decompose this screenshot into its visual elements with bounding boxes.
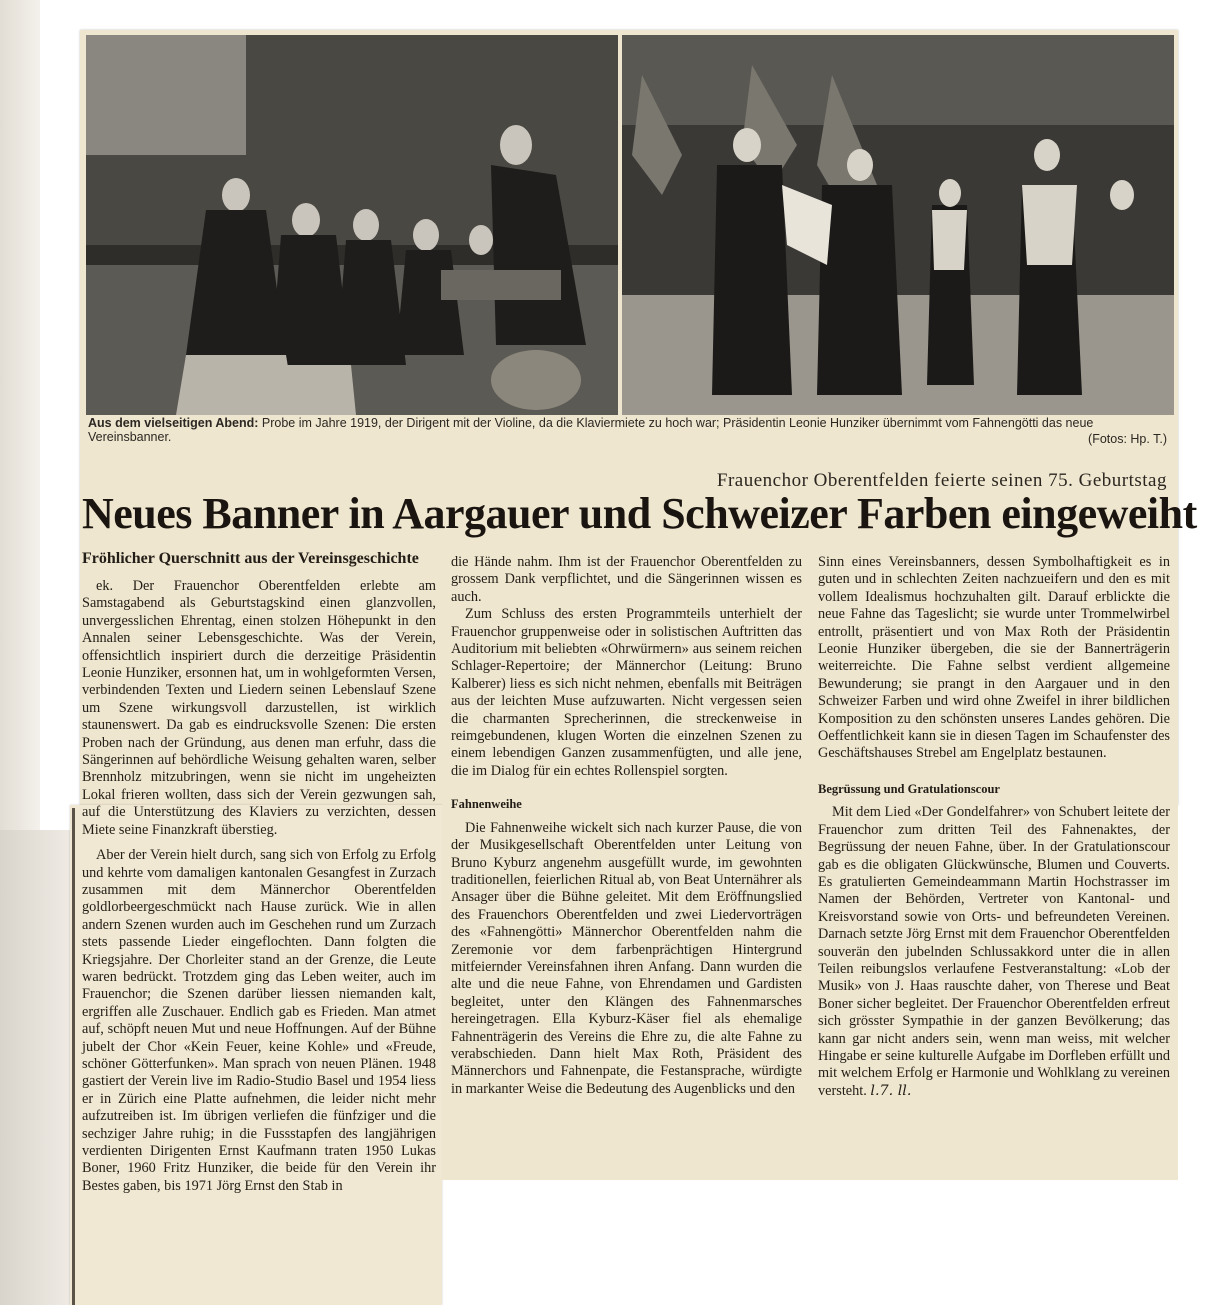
article-headline: Neues Banner in Aargauer und Schweizer Farben eingeweiht	[82, 489, 1197, 538]
photo-caption	[88, 416, 1172, 444]
article-column-1	[82, 550, 436, 1195]
paragraph-text: Mit dem Lied «Der Gondelfahrer» von Schubert leitete der Frauenchor zum dritten Teil des Fahnenaktes, der Begrüssung der neuen Fahne, über. In der Gratulationscour gab es die obligaten Glückwünsche, Blumen und Couverts. Es gratulierten Gemeindeammann Martin Hochstrasser im Namen der Behörden, Vertreter von Kantonal- und Kreisvorstand sowie von Orts- und befreundeten Vereinen. Darnach setzte Jörg Ernst mit dem Frauenchor Oberentfelden souverän den jubelnden Schlussakkord unter die in allen Teilen reibungslos verlaufene Festveranstaltung: «Lob der Musik» von J. Haas rauschte daher, von Therese und Beat Boner sicher begleitet. Der Frauenchor Oberentfelden erfreut sich grösster Sympathie in der ganzen Bevölkerung; das kann gar nicht anders sein, wenn man weiss, mit welcher Hingabe er seine kulturelle Aufgabe im Dorfleben erfüllt und mit welchem Erfolg er Harmonie und Wohlklang zu vereinen versteht.	[818, 804, 1170, 1099]
paragraph	[818, 804, 1170, 1100]
paragraph: Die Fahnenweihe wickelt sich nach kurzer Pause, die von der Musikgesellschaft Oberentfelden unter Leitung von Bruno Kyburz angenehm ausgefüllt wurde, im gewohnten traditionellen, feierlichen Ritual ab, von Beat Unternährer als Ansager über die Bühne geleitet. Mit dem Eröffnungslied des Frauenchors Oberentfelden und zwei Liedervorträgen des «Fahnengötti» Männerchor Oberentfelden nahm die Zeremonie vor dem farbenprächtigen Hintergrund mitfeiernder Vereinsfahnen ihren Anfang. Dann wurden die alte und die neue Fahne, von Ehrendamen und Gardisten begleitet, unter den Klängen des Fahnenmarsches hereingetragen. Ella Kyburz-Käser fiel als ehemalige Fahnenträgerin des Vereins die Ehre zu, die alte Fahne zu verabschieden. Dann hielt Max Roth, Präsident des Männerchors und Fahnenpate, die Festansprache, würdigte in markanter Weise die Bedeutung des Augenblicks und den	[451, 819, 802, 1097]
author-signature: l.7. ll.	[870, 1082, 912, 1099]
paragraph: ek. Der Frauenchor Oberentfelden erlebte am Samstagabend als Geburtstagskind einen glanzvollen, unvergesslichen Ehrentag, einen stolzen Höhepunkt in den Annalen seiner Lebensgeschichte. Was der Verein, offensichtlich inspiriert durch die derzeitige Präsidentin Leonie Hunziker, ersonnen hat, um in wohlgeformten Versen, verbindenden Texten und Liedern seinen Lebenslauf Szene um Szene wirkungsvoll darzustellen, ist wirklich staunenswert. Da gab es eindrucksvolle Szenen: Die ersten Proben nach der Gründung, aus denen man erfuhr, dass die Sängerinnen auf behördliche Weisung gehalten waren, selber Brennholz mitzubringen, wenn sie nicht im ungeheizten Lokal frieren wollten, dass sich der Verein gezwungen sah, auf die Unterstützung des Klaviers zu verzichten, dessen Miete seine Finanzkraft überstieg.	[82, 578, 436, 838]
photo-credit: (Fotos: Hp. T.)	[1088, 432, 1167, 446]
section-heading: Fahnenweihe	[451, 797, 522, 812]
caption-text: Probe im Jahre 1919, der Dirigent mit der Violine, da die Klaviermiete zu hoch war; Präsidentin Leonie Hunziker übernimmt vom Fahnengötti das neue Vereinsbanner.	[88, 416, 1094, 444]
paragraph: Zum Schluss des ersten Programmteils unterhielt der Frauenchor gruppenweise oder in solistischen Auftritten das Auditorium mit beliebten «Ohrwürmern» aus seinem reichen Schlager-Repertoire; der Männerchor (Leitung: Bruno Kalberer) liess es sich nicht nehmen, ebenfalls mit Beiträgen aus der leichten Muse aufzuwarten. Nicht vergessen seien die charmanten Sprecherinnen, die streckenweise in reimgebundenen, klugen Worten die einzelnen Szenen zu einem lebendigen Ganzen zusammenfügten, und alle jene, die im Dialog für ein echtes Rollenspiel sorgten.	[451, 606, 802, 779]
caption-lead: Aus dem vielseitigen Abend:	[88, 416, 259, 430]
paragraph: Sinn eines Vereinsbanners, dessen Symbolhaftigkeit es in guten und in schlechten Zeiten nachzueifern und den es mit vollem Idealismus hochzuhalten gilt. Darauf erblickte die neue Fahne das Tageslicht; sie wurde unter Trommelwirbel entrollt, präsentiert und von Max Roth der Präsidentin Leonie Hunziker übergeben, die sie der Bannerträgerin weiterreichte. Die Fahne selbst verdient allgemeine Bewunderung; sie prangt in den Aargauer und in den Schweizer Farben und wird ohne Zweifel in ihrer bildlichen Komposition zu den schönsten unseres Landes gehören. Die Oeffentlichkeit kann sie in diesen Tagen im Schaufenster des Geschäftshauses Strebel am Engelplatz bestaunen.	[818, 554, 1170, 762]
article-column-2	[451, 554, 802, 1098]
section-heading: Begrüssung und Gratulationscour	[818, 781, 1000, 796]
column-subhead: Fröhlicher Querschnitt aus der Vereinsgeschichte	[82, 550, 419, 567]
article-column-3	[818, 554, 1170, 1100]
paragraph: die Hände nahm. Ihm ist der Frauenchor Oberentfelden zu grossem Dank verpflichtet, und die Sängerinnen wissen es auch.	[451, 554, 802, 605]
clipping-edge	[72, 808, 75, 1305]
scan-background-lower	[0, 830, 70, 1305]
photo-banner-handover	[622, 35, 1174, 415]
paragraph: Aber der Verein hielt durch, sang sich von Erfolg zu Erfolg und kehrte vom damaligen kantonalen Gesangfest in Zurzach zusammen mit dem Männerchor Oberentfelden goldlorbeergeschmückt nach Hause zurück. Wie in allen andern Szenen wurden auch im Geschehen rund um Zurzach stets passende Lieder eingeflochten. Dann folgten die Kriegsjahre. Der Chorleiter stand an der Grenze, die Leute waren bedrückt. Trotzdem ging das Leben weiter, auch im Frauenchor; die Szenen darüber liessen niemanden kalt, ergriffen alle Zuschauer. Endlich gab es Frieden. Man atmet auf, schöpft neuen Mut und neue Hoffnungen. Auf der Bühne jubelt der Chor «Kein Feuer, keine Kohle» und «Freude, schöner Götterfunken». Man sprach von neuen Plänen. 1948 gastiert der Verein live im Radio-Studio Basel und 1954 liess er in Zürich eine Platte aufnehmen, die leider nicht mehr aufzutreiben ist. Im übrigen verliefen die fünfziger und die sechziger Jahre ruhig; in die Fussstapfen des langjährigen verdienten Dirigenten Ernst Kaufmann traten 1950 Lukas Boner, 1960 Fritz Hunziker, die beide für den Verein ihr Bestes gaben, bis 1971 Jörg Ernst den Stab in	[82, 847, 436, 1194]
article-kicker: Frauenchor Oberentfelden feierte seinen 75. Geburtstag	[716, 470, 1167, 491]
photo-rehearsal-1919	[86, 35, 618, 415]
